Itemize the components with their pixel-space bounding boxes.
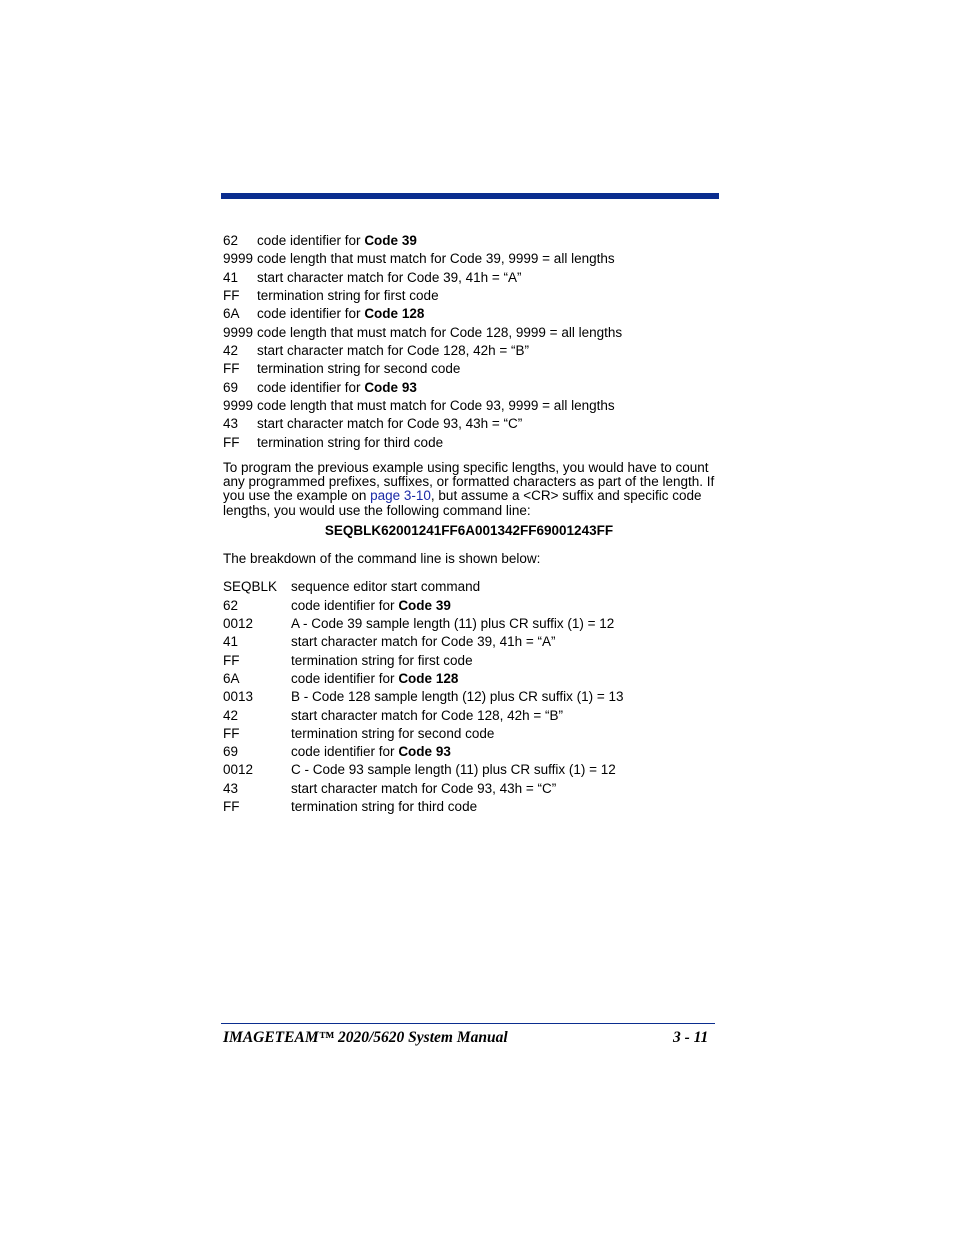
description: start character match for Code 39, 41h = “A”: [291, 634, 556, 649]
list-item: [223, 342, 529, 360]
description: start character match for Code 128, 42h = “B”: [291, 708, 564, 723]
code-value: FF: [223, 653, 240, 668]
code-value: 0012: [223, 762, 254, 777]
list-item: [223, 360, 460, 378]
list-item: [223, 688, 624, 706]
description: A - Code 39 sample length (11) plus CR suffix (1) = 12: [291, 616, 615, 631]
code-value: 6A: [223, 671, 240, 686]
symbology-name: Code 128: [364, 306, 425, 321]
description: termination string for second code: [291, 726, 495, 741]
list-item: [223, 707, 563, 725]
list-item: [223, 615, 614, 633]
description: code length that must match for Code 93, 9999 = all lengths: [257, 398, 615, 413]
description: start character match for Code 128, 42h = “B”: [257, 343, 530, 358]
description: B - Code 128 sample length (12) plus CR suffix (1) = 13: [291, 689, 624, 704]
code-value: 42: [223, 343, 239, 358]
footer-title: IMAGETEAM™ 2020/5620 System Manual: [223, 1029, 508, 1046]
code-value: 42: [223, 708, 239, 723]
code-value: 0013: [223, 689, 254, 704]
description: sequence editor start command: [291, 579, 481, 594]
description: code identifier for: [257, 380, 365, 395]
list-item: [223, 578, 480, 596]
code-value: SEQBLK: [223, 579, 278, 594]
description: start character match for Code 39, 41h = “A”: [257, 270, 522, 285]
symbology-name: Code 93: [398, 744, 451, 759]
description: code identifier for: [257, 306, 365, 321]
paragraph-text: , but assume a <CR> suffix and specific code lengths, you would use the following command line:: [223, 488, 702, 518]
page-number: 3 - 11: [673, 1029, 709, 1046]
code-value: 9999: [223, 398, 254, 413]
list-item: [223, 761, 616, 779]
symbology-name: Code 39: [398, 598, 451, 613]
list-item: [223, 798, 477, 816]
list-item: [223, 324, 622, 342]
code-value: 9999: [223, 251, 254, 266]
code-value: FF: [223, 799, 240, 814]
description: code identifier for: [257, 233, 365, 248]
description: start character match for Code 93, 43h = “C”: [291, 781, 557, 796]
description: code identifier for: [291, 598, 399, 613]
code-value: FF: [223, 726, 240, 741]
code-value: 62: [223, 233, 239, 248]
code-value: FF: [223, 288, 240, 303]
code-value: 62: [223, 598, 239, 613]
breakdown-intro: The breakdown of the command line is shown below:: [223, 551, 541, 566]
symbology-name: Code 128: [398, 671, 459, 686]
body-paragraph: [223, 461, 719, 518]
description: termination string for first code: [257, 288, 439, 303]
command-line: SEQBLK62001241FF6A001342FF69001243FF: [324, 523, 614, 538]
list-item: [223, 652, 473, 670]
list-item: [223, 379, 417, 397]
list-item: [223, 305, 424, 323]
description: code length that must match for Code 39, 9999 = all lengths: [257, 251, 615, 266]
code-value: 43: [223, 416, 239, 431]
description: code identifier for: [291, 671, 399, 686]
code-value: 69: [223, 744, 239, 759]
code-value: FF: [223, 435, 240, 450]
list-item: [223, 743, 451, 761]
list-item: [223, 725, 494, 743]
list-item: [223, 250, 615, 268]
header-rule: [221, 193, 719, 199]
description: code length that must match for Code 128, 9999 = all lengths: [257, 325, 623, 340]
symbology-name: Code 93: [364, 380, 417, 395]
list-item: [223, 670, 458, 688]
code-value: 69: [223, 380, 239, 395]
description: termination string for third code: [257, 435, 444, 450]
list-item: [223, 269, 522, 287]
footer-rule: [221, 1023, 715, 1024]
list-item: [223, 780, 556, 798]
list-item: [223, 397, 615, 415]
description: termination string for first code: [291, 653, 473, 668]
code-value: FF: [223, 361, 240, 376]
description: termination string for third code: [291, 799, 478, 814]
list-item: [223, 415, 522, 433]
list-item: [223, 232, 417, 250]
description: termination string for second code: [257, 361, 461, 376]
list-item: [223, 287, 439, 305]
code-value: 41: [223, 634, 239, 649]
code-value: 0012: [223, 616, 254, 631]
symbology-name: Code 39: [364, 233, 417, 248]
paragraph-text: To program the previous example using specific lengths, you would have to count any programmed prefixes, suffixes, or formatted characters as part of the length. If you use the example on: [223, 460, 715, 504]
description: start character match for Code 93, 43h = “C”: [257, 416, 523, 431]
list-item: [223, 633, 556, 651]
code-value: 43: [223, 781, 239, 796]
description: C - Code 93 sample length (11) plus CR suffix (1) = 12: [291, 762, 616, 777]
code-value: 6A: [223, 306, 240, 321]
page-link[interactable]: page 3-10: [370, 488, 431, 504]
code-value: 9999: [223, 325, 254, 340]
description: code identifier for: [291, 744, 399, 759]
list-item: [223, 434, 443, 452]
list-item: [223, 597, 451, 615]
code-value: 41: [223, 270, 239, 285]
